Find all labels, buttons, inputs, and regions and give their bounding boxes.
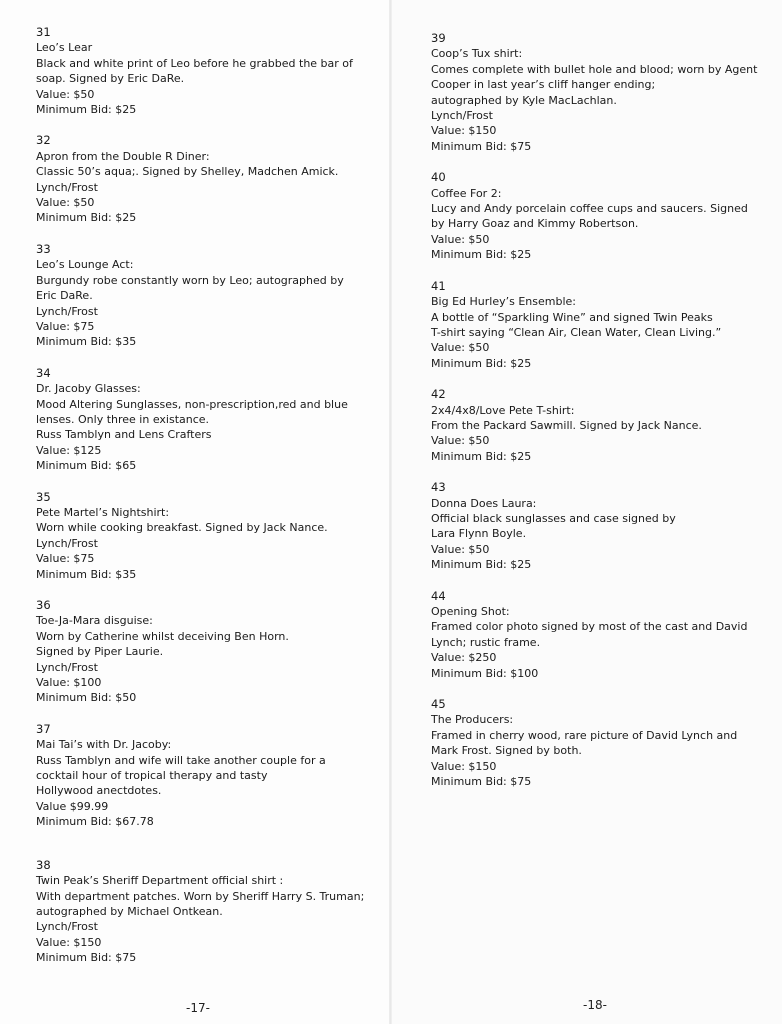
lot-description: Mood Altering Sunglasses, non-prescription,red and blue lenses. Only three in existance.	[36, 397, 348, 426]
lot-credit: Russ Tamblyn and Lens Crafters	[36, 428, 212, 442]
lot-number: 39	[431, 31, 446, 45]
lot-description: Worn by Catherine whilst deceiving Ben Horn.	[36, 629, 289, 643]
lot-credit: Lynch/Frost	[36, 920, 98, 934]
lot-value: Value: $150	[36, 935, 102, 949]
lot-minimum-bid: Minimum Bid: $100	[431, 666, 539, 680]
lot-title: Pete Martel’s Nightshirt:	[36, 505, 170, 519]
lot-number: 42	[431, 387, 446, 402]
lot-number: 45	[431, 697, 446, 712]
lot-credit: Lynch/Frost	[36, 304, 98, 318]
lot-description: Lucy and Andy porcelain coffee cups and saucers. Signed by Harry Goaz and Kimmy Robertson.	[431, 202, 748, 231]
lot-number: 32	[36, 133, 51, 148]
lot-minimum-bid: Minimum Bid: $65	[36, 459, 137, 473]
lot-minimum-bid: Minimum Bid: $25	[431, 356, 532, 370]
lot-value: Value: $250	[431, 651, 497, 665]
lot-credit: Lynch/Frost	[36, 536, 98, 550]
lot-42	[431, 387, 761, 464]
lot-description-cont: Signed by Piper Laurie.	[36, 645, 164, 659]
lot-title: Apron from the Double R Diner:	[36, 149, 210, 163]
lot-minimum-bid: Minimum Bid: $50	[36, 691, 137, 705]
lot-number: 37	[36, 721, 51, 736]
left-column	[36, 25, 366, 982]
lot-value: Value: $50	[431, 232, 490, 246]
lot-minimum-bid: Minimum Bid: $25	[36, 211, 137, 225]
lot-value: Value: $75	[36, 319, 95, 333]
lot-description: A bottle of “Sparkling Wine” and signed Twin Peaks	[431, 310, 713, 324]
lot-35	[36, 490, 366, 582]
lot-description: Framed color photo signed by most of the cast and David Lynch; rustic frame.	[431, 620, 748, 649]
lot-minimum-bid: Minimum Bid: $35	[36, 335, 137, 349]
lot-description: Burgundy robe constantly worn by Leo; autographed by Eric DaRe.	[36, 273, 344, 303]
lot-title: Dr. Jacoby Glasses:	[36, 382, 141, 396]
lot-title: Toe-Ja-Mara disguise:	[36, 614, 153, 628]
lot-value: Value $99.99	[36, 799, 109, 813]
page-gutter	[389, 0, 392, 1024]
lot-38	[36, 858, 366, 966]
lot-title: Coop’s Tux shirt:	[431, 47, 523, 61]
lot-43	[431, 480, 761, 572]
lot-description-cont: T-shirt saying “Clean Air, Clean Water, Clean Living.”	[431, 325, 722, 339]
lot-title: Donna Does Laura:	[431, 496, 537, 510]
lot-description: Black and white print of Leo before he grabbed the bar of soap. Signed by Eric DaRe.	[36, 56, 353, 86]
lot-title: Leo’s Lounge Act:	[36, 258, 134, 272]
lot-minimum-bid: Minimum Bid: $25	[431, 558, 532, 572]
lot-description: Comes complete with bullet hole and blood; worn by Agent Cooper in last year’s cliff hanger ending;	[431, 62, 758, 92]
lot-description: Russ Tamblyn and wife will take another couple for a cocktail hour of tropical therapy and tasty	[36, 753, 326, 783]
page-number-right: -18-	[583, 998, 607, 1012]
lot-credit: Lynch/Frost	[36, 660, 98, 674]
lot-number: 38	[36, 857, 51, 872]
lot-44	[431, 589, 761, 681]
lot-value: Value: $50	[431, 434, 490, 448]
lot-value: Value: $150	[431, 124, 497, 138]
lot-description: Official black sunglasses and case signed by	[431, 511, 676, 525]
lot-number: 33	[36, 241, 51, 256]
lot-description: Worn while cooking breakfast. Signed by Jack Nance.	[36, 521, 328, 535]
lot-value: Value: $100	[36, 676, 102, 690]
lot-title: The Producers:	[431, 713, 514, 727]
lot-40	[431, 170, 761, 262]
lot-title: Leo’s Lear	[36, 41, 93, 55]
lot-value: Value: $50	[36, 196, 95, 210]
lot-title: Opening Shot:	[431, 605, 510, 618]
lot-minimum-bid: Minimum Bid: $35	[36, 567, 137, 581]
lot-description-cont: autographed by Kyle MacLachlan.	[431, 93, 617, 107]
lot-description: Framed in cherry wood, rare picture of David Lynch and Mark Frost. Signed by both.	[431, 728, 738, 758]
lot-number: 34	[36, 365, 51, 380]
lot-number: 36	[36, 598, 51, 612]
lot-34	[36, 366, 366, 474]
lot-title: Big Ed Hurley’s Ensemble:	[431, 295, 576, 309]
lot-number: 43	[431, 480, 446, 495]
lot-title: Twin Peak’s Sheriff Department official shirt :	[36, 874, 284, 888]
lot-minimum-bid: Minimum Bid: $75	[36, 951, 137, 965]
lot-41	[431, 279, 761, 371]
lot-minimum-bid: Minimum Bid: $25	[431, 449, 532, 463]
lot-description-cont: Lara Flynn Boyle.	[431, 527, 527, 541]
lot-title: Coffee For 2:	[431, 186, 502, 200]
lot-value: Value: $150	[431, 759, 497, 773]
lot-minimum-bid: Minimum Bid: $25	[36, 103, 137, 117]
lot-description-cont: Hollywood anectdotes.	[36, 784, 162, 798]
lot-31	[36, 25, 366, 117]
lot-title: 2x4/4x8/Love Pete T-shirt:	[431, 403, 575, 417]
lot-number: 44	[431, 588, 446, 603]
page-number-left: -17-	[186, 1001, 210, 1015]
lot-credit: Lynch/Frost	[431, 109, 493, 123]
lot-number: 41	[431, 278, 446, 293]
lot-value: Value: $75	[36, 552, 95, 566]
lot-description: With department patches. Worn by Sheriff Harry S. Truman; autographed by Michael Ontkean.	[36, 889, 365, 918]
lot-33	[36, 242, 366, 350]
lot-title: Mai Tai’s with Dr. Jacoby:	[36, 738, 172, 752]
lot-number: 40	[431, 170, 446, 185]
lot-description: Classic 50’s aqua;. Signed by Shelley, Madchen Amick.	[36, 165, 339, 179]
lot-value: Value: $50	[36, 87, 95, 101]
lot-32	[36, 133, 366, 225]
lot-value: Value: $50	[431, 341, 490, 355]
lot-39	[431, 31, 761, 154]
lot-minimum-bid: Minimum Bid: $75	[431, 139, 532, 153]
lot-value: Value: $50	[431, 542, 490, 556]
lot-45	[431, 697, 761, 789]
lot-minimum-bid: Minimum Bid: $67.78	[36, 815, 154, 829]
right-column	[431, 31, 761, 805]
lot-minimum-bid: Minimum Bid: $75	[431, 775, 532, 789]
lot-37	[36, 722, 366, 830]
lot-number: 31	[36, 25, 51, 39]
lot-number: 35	[36, 489, 51, 504]
lot-36	[36, 598, 366, 706]
lot-description: From the Packard Sawmill. Signed by Jack Nance.	[431, 418, 702, 432]
lot-value: Value: $125	[36, 443, 102, 457]
lot-credit: Lynch/Frost	[36, 180, 98, 194]
lot-minimum-bid: Minimum Bid: $25	[431, 248, 532, 262]
